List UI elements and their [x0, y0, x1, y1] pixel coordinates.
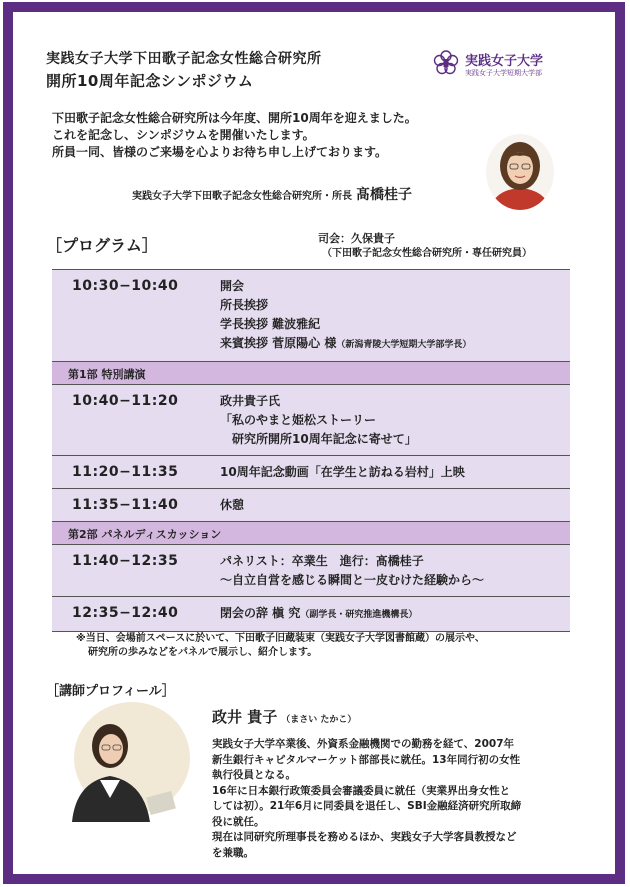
- program-time: 10:40−11:20: [72, 393, 179, 409]
- bio-line: 16年に日本銀行政策委員会審議委員に就任（実業界出身女性と: [212, 784, 511, 797]
- mc-name: 司会：久保貴子: [318, 232, 395, 245]
- program-content: [220, 456, 570, 488]
- program-table: [52, 269, 570, 632]
- program-time: 11:40−12:35: [72, 553, 179, 569]
- institute-name: 実践女子大学下田歌子記念女性総合研究所: [46, 51, 322, 67]
- intro-message: [52, 110, 417, 161]
- bio-line: を兼職。: [212, 846, 254, 859]
- bio-line: 役に就任。: [212, 815, 265, 828]
- program-content: [220, 270, 570, 361]
- program-line: 来賓挨拶 菅原陽心 様: [220, 336, 337, 350]
- intro-line: 所員一同、皆様のご来場を心よりお待ち申し上げております。: [52, 145, 388, 159]
- program-line: 休憩: [220, 498, 245, 512]
- program-content: [220, 545, 570, 596]
- program-line: 閉会の辞 槇 究: [220, 606, 301, 620]
- program-line: 〜自立自営を感じる瞬間と一皮むけた経験から〜: [220, 573, 485, 587]
- speaker-bio: [212, 737, 521, 861]
- exhibition-note: [76, 632, 485, 660]
- note-line: ※当日、会場前スペースに於いて、下田歌子旧蔵装束（実践女子大学図書館蔵）の展示や、: [76, 633, 485, 644]
- mc-affiliation: （下田歌子記念女性総合研究所・専任研究員）: [322, 248, 532, 259]
- director-title: 実践女子大学下田歌子記念女性総合研究所・所長: [132, 191, 352, 202]
- program-line: 開会: [220, 279, 245, 293]
- program-row: [52, 270, 570, 362]
- university-subname: 実践女子大学短期大学部: [465, 69, 542, 77]
- note-line: 研究所の歩みなどをパネルで展示し、紹介します。: [88, 647, 318, 658]
- program-line: 学長挨拶 難波雅紀: [220, 317, 321, 331]
- program-line: 10周年記念動画「在学生と訪ねる岩村」上映: [220, 465, 465, 479]
- program-content: [220, 385, 570, 455]
- program-line: 所長挨拶: [220, 298, 269, 312]
- speaker-name-text: 政井 貴子: [212, 708, 278, 726]
- program-heading: ［プログラム］: [46, 236, 158, 255]
- event-title: 開所10周年記念シンポジウム: [46, 72, 254, 90]
- program-section: 第1部 特別講演: [52, 362, 570, 385]
- bio-line: しては初）。21年6月に同委員を退任し、SBI金融経済研究所取締: [212, 800, 522, 812]
- speaker-reading: （まさい たかこ）: [281, 715, 357, 725]
- bio-line: 執行役員となる。: [212, 769, 296, 781]
- director-name: 髙橋桂子: [356, 187, 412, 203]
- program-line: パネリスト：卒業生 進行：髙橋桂子: [220, 554, 424, 568]
- program-content: [220, 489, 570, 521]
- closing-affiliation: （副学長・研究推進機構長）: [300, 610, 418, 620]
- program-line: 研究所開所10周年記念に寄せて」: [220, 432, 417, 446]
- bio-line: 現在は同研究所理事長を務めるほか、実践女子大学客員教授など: [212, 831, 517, 843]
- bio-line: 実践女子大学卒業後、外資系金融機関での勤務を経て、2007年: [212, 738, 515, 750]
- program-time: 12:35−12:40: [72, 605, 179, 621]
- university-name: 実践女子大学: [465, 54, 544, 69]
- profile-heading: ［講師プロフィール］: [46, 684, 175, 699]
- director-signature: [132, 184, 412, 204]
- program-line: 政井貴子氏: [220, 394, 281, 408]
- program-time: 11:20−11:35: [72, 464, 179, 480]
- speaker-photo: [50, 702, 190, 822]
- guest-affiliation: （新潟青陵大学短期大学部学長）: [336, 340, 472, 350]
- program-time: 10:30−10:40: [72, 278, 179, 294]
- intro-line: これを記念し、シンポジウムを開催いたします。: [52, 128, 315, 142]
- program-line: 「私のやまと姫松ストーリー: [220, 413, 377, 427]
- program-row: [52, 597, 570, 632]
- director-photo: [486, 134, 554, 210]
- university-seal-icon: [432, 49, 460, 77]
- program-content: [220, 597, 570, 631]
- speaker-name: [212, 706, 356, 727]
- program-row: [52, 385, 570, 456]
- intro-line: 下田歌子記念女性総合研究所は今年度、開所10周年を迎えました。: [52, 111, 417, 125]
- program-row: [52, 456, 570, 489]
- program-row: [52, 489, 570, 522]
- program-row: [52, 545, 570, 597]
- program-time: 11:35−11:40: [72, 497, 179, 513]
- program-section: 第2部 パネルディスカッション: [52, 522, 570, 545]
- bio-line: 新生銀行キャピタルマーケット部部長に就任。13年同行初の女性: [212, 753, 521, 766]
